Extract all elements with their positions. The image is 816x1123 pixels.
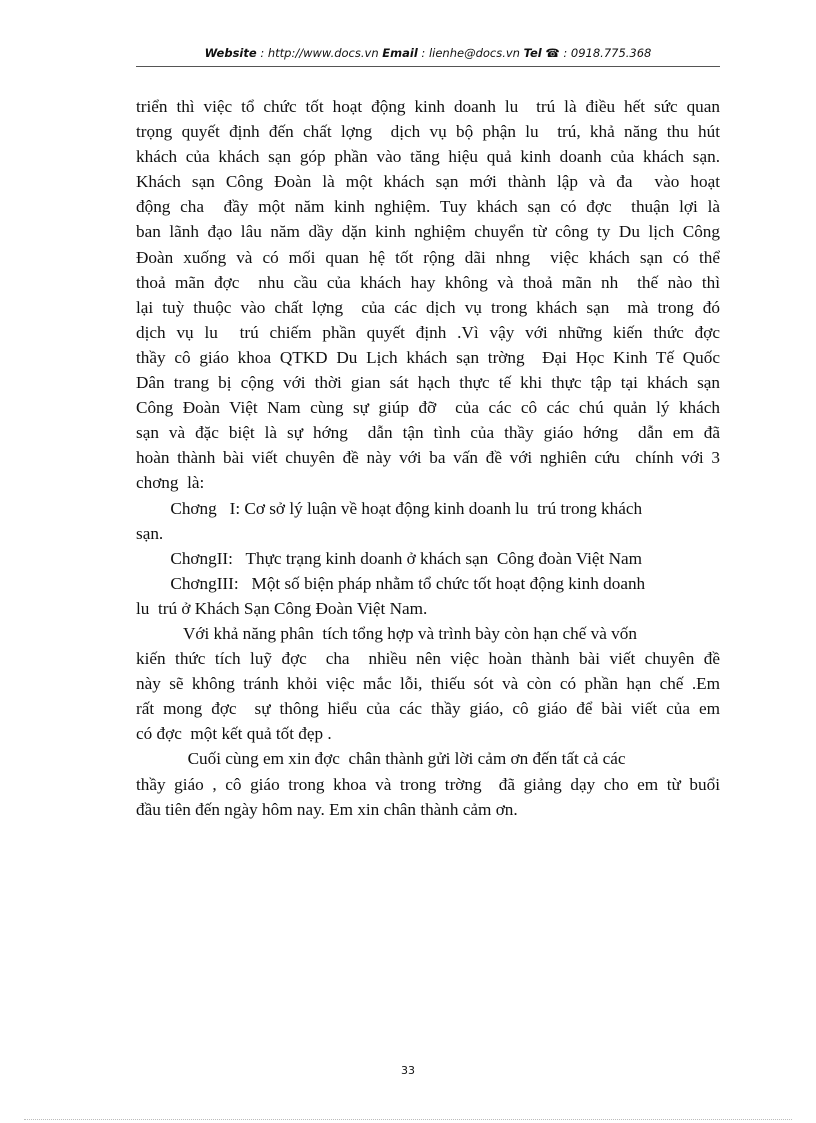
page-number: 33 bbox=[401, 1064, 415, 1077]
text-line: khách của khách sạn góp phần vào tăng hiệu quả kinh doanh của khách sạn. bbox=[136, 147, 720, 167]
website-label: Website bbox=[204, 46, 257, 60]
text-line: đầu tiên đến ngày hôm nay. Em xin chân thành cảm ơn. bbox=[136, 799, 518, 819]
text-line: chơng là: bbox=[136, 473, 205, 493]
text-line: dịch vụ lu trú chiếm phần quyết định .Vì vậy với những kiến thức đợc bbox=[136, 322, 720, 342]
email-label: Email bbox=[382, 46, 418, 60]
text-line: Với khả năng phân tích tổng hợp và trình bày còn hạn chế và vốn bbox=[136, 623, 637, 643]
body-text bbox=[136, 94, 720, 822]
text-line: có đợc một kết quả tốt đẹp . bbox=[136, 724, 332, 744]
text-line: Đoàn xuống và có mối quan hệ tốt rộng dãi nhng việc khách sạn có thể bbox=[136, 247, 720, 267]
text-line: kiến thức tích luỹ đợc cha nhiều nên việc hoàn thành bài viết chuyên đề bbox=[136, 649, 720, 669]
text-line: động cha đầy một năm kinh nghiệm. Tuy khách sạn có đợc thuận lợi là bbox=[136, 197, 720, 217]
footer-divider bbox=[24, 1119, 792, 1120]
email-address: : lienhe@docs.vn bbox=[417, 46, 524, 60]
text-line: rất mong đợc sự thông hiểu của các thầy giáo, cô giáo để bài viết của em bbox=[136, 699, 720, 719]
text-line: sạn. bbox=[136, 523, 164, 543]
text-line: Dân trang bị cộng với thời gian sát hạch thực tế khi thực tập tại khách sạn bbox=[136, 373, 720, 393]
text-line: Khách sạn Công Đoàn là một khách sạn mới thành lập và đa vào hoạt bbox=[136, 172, 720, 192]
text-line: trọng quyết định đến chất lợng dịch vụ bộ phận lu trú, khả năng thu hút bbox=[136, 122, 720, 142]
text-line: triển thì việc tổ chức tốt hoạt động kinh doanh lu trú là điều hết sức quan bbox=[136, 97, 720, 116]
page-header bbox=[136, 46, 720, 60]
text-line: thầy cô giáo khoa QTKD Du Lịch khách sạn trờng Đại Học Kinh Tế Quốc bbox=[136, 347, 720, 367]
text-line: ban lãnh đạo lâu năm dầy dặn kinh nghiệm chuyển từ công ty Du lịch Công bbox=[136, 222, 720, 242]
text-line: thầy giáo , cô giáo trong khoa và trong trờng đã giảng dạy cho em từ buổi bbox=[136, 774, 720, 794]
text-line: lại tuỳ thuộc vào chất lợng của các dịch vụ trong khách sạn mà trong đó bbox=[136, 297, 720, 317]
text-line: Công Đoàn Việt Nam cùng sự giúp đỡ của các cô các chú quản lý khách bbox=[136, 398, 720, 418]
text-line: ChơngIII: Một số biện pháp nhằm tổ chức tốt hoạt động kinh doanh bbox=[136, 573, 646, 593]
text-line: Chơng I: Cơ sở lý luận về hoạt động kinh doanh lu trú trong khách bbox=[136, 498, 643, 518]
text-line: này sẽ không tránh khỏi việc mắc lỗi, thiếu sót và còn có phần hạn chế .Em bbox=[136, 674, 720, 694]
header-divider bbox=[136, 66, 720, 67]
tel-number: ☎ : 0918.775.368 bbox=[541, 46, 652, 60]
tel-label: Tel bbox=[523, 46, 542, 60]
website-url: : http://www.docs.vn bbox=[256, 46, 383, 60]
text-line: sạn và đặc biệt là sự hớng dẫn tận tình của thầy giáo hớng dẫn em đã bbox=[136, 423, 720, 443]
text-line: lu trú ở Khách Sạn Công Đoàn Việt Nam. bbox=[136, 598, 428, 618]
text-line: ChơngII: Thực trạng kinh doanh ở khách sạn Công đoàn Việt Nam bbox=[136, 548, 643, 568]
text-line: Cuối cùng em xin đợc chân thành gửi lời cảm ơn đến tất cả các bbox=[136, 749, 626, 769]
text-line: thoả mãn đợc nhu cầu của khách hay không và thoả mãn nh thế nào thì bbox=[136, 272, 720, 292]
text-line: hoàn thành bài viết chuyên đề này với ba vấn đề với nghiên cứu chính với 3 bbox=[136, 448, 720, 468]
